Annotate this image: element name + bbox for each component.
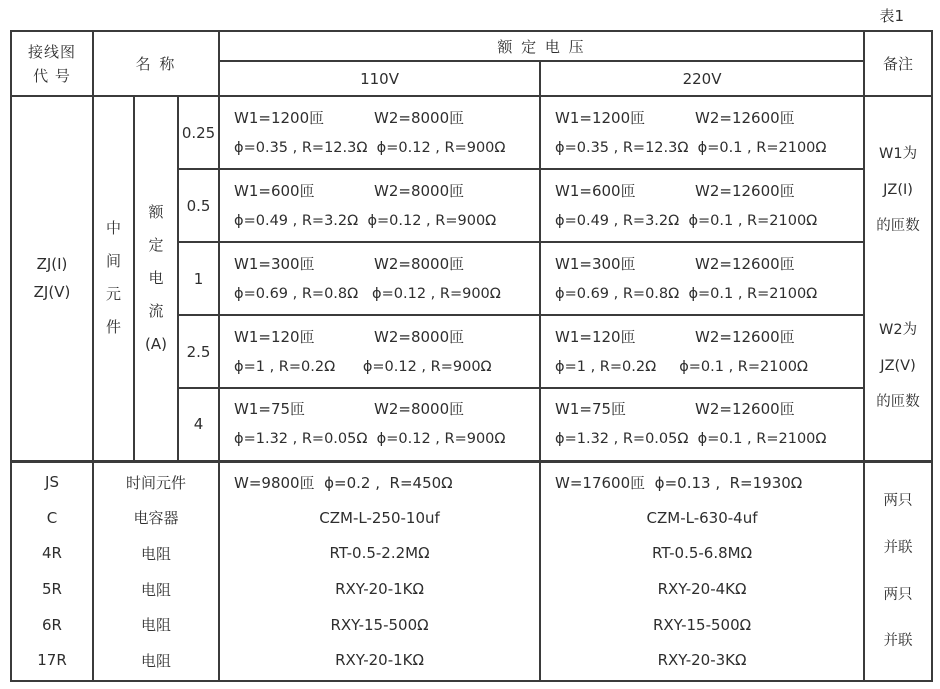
- remark-spacer: [865, 244, 931, 312]
- winding-w1: W1=600匝: [555, 181, 636, 200]
- header-110v: 110V: [219, 61, 540, 96]
- params-line: ϕ=0.69 , R=0.8Ω ϕ=0.1 , R=2100Ω: [555, 285, 818, 302]
- component-code: 4R: [42, 544, 62, 563]
- winding-w2: W2=8000匝: [374, 254, 465, 273]
- spec-table: [10, 30, 933, 682]
- code-zj-i: ZJ(I): [36, 255, 68, 274]
- component-name: 电阻: [141, 580, 172, 599]
- bottom-220v-column: [540, 461, 864, 681]
- current-value-cell: 2.5: [178, 315, 219, 388]
- data-cell-110v: [219, 242, 540, 315]
- winding-w2: W2=12600匝: [695, 181, 795, 200]
- data-cell-220v: [540, 242, 864, 315]
- header-wiring-code-line1: 接线图: [27, 42, 76, 61]
- component-name: 电阻: [141, 544, 172, 563]
- component-name: 电容器: [133, 509, 179, 528]
- params-line: ϕ=0.49 , R=3.2Ω ϕ=0.1 , R=2100Ω: [555, 212, 818, 229]
- component-code: 5R: [42, 580, 62, 599]
- component-spec-220v: RXY-15-500Ω: [652, 615, 752, 634]
- cell-code-zj: [11, 96, 93, 461]
- bottom-name-column: [93, 461, 219, 681]
- component-spec-110v: RXY-20-1KΩ: [335, 580, 424, 599]
- header-name: 名 称: [93, 31, 219, 96]
- header-wiring-code: [11, 31, 93, 96]
- component-spec-110v: RXY-20-1KΩ: [335, 651, 424, 670]
- data-cell-220v: [540, 315, 864, 388]
- params-line: ϕ=1 , R=0.2Ω ϕ=0.12 , R=900Ω: [234, 358, 492, 375]
- component-code: 17R: [37, 651, 67, 670]
- winding-w1: W1=120匝: [555, 327, 636, 346]
- winding-w2: W2=12600匝: [695, 108, 795, 127]
- component-spec-110v: RXY-15-500Ω: [330, 615, 429, 634]
- component-spec-220v: RXY-20-4KΩ: [657, 580, 747, 599]
- vertical-label-rated-current: 额 定 电 流 (A): [134, 96, 178, 461]
- params-line: ϕ=0.35 , R=12.3Ω ϕ=0.1 , R=2100Ω: [555, 139, 827, 156]
- data-cell-110v: [219, 169, 540, 242]
- header-wiring-code-line2: 代 号: [33, 66, 71, 85]
- vertical-label-intermediate-element: 中 间 元 件: [93, 96, 134, 461]
- winding-w2: W2=12600匝: [695, 327, 795, 346]
- data-cell-220v: [540, 96, 864, 169]
- data-cell-220v: [540, 169, 864, 242]
- top-remark-cell: W1为 JZ(I) 的匝数 W2为 JZ(V) 的匝数: [864, 96, 932, 461]
- component-spec-110v: W=9800匝 ϕ=0.2 , R=450Ω: [234, 473, 453, 492]
- winding-w2: W2=8000匝: [374, 400, 465, 419]
- bottom-110v-column: [219, 461, 540, 681]
- header-remark: 备注: [864, 31, 932, 96]
- params-line: ϕ=1.32 , R=0.05Ω ϕ=0.1 , R=2100Ω: [555, 431, 827, 448]
- winding-w1: W1=75匝: [555, 400, 627, 419]
- bottom-remark-cell: 两只 并联 两只 并联: [864, 461, 932, 681]
- component-spec-110v: RT-0.5-2.2MΩ: [329, 544, 430, 563]
- params-line: ϕ=1 , R=0.2Ω ϕ=0.1 , R=2100Ω: [555, 358, 809, 375]
- params-line: ϕ=1.32 , R=0.05Ω ϕ=0.12 , R=900Ω: [234, 431, 506, 448]
- component-code: 6R: [42, 615, 62, 634]
- component-name: 电阻: [141, 651, 172, 670]
- code-zj-v: ZJ(V): [33, 283, 71, 302]
- table-number-label: 表1: [879, 7, 904, 25]
- component-code: JS: [45, 473, 59, 492]
- winding-w2: W2=8000匝: [374, 181, 465, 200]
- component-spec-220v: W=17600匝 ϕ=0.13 , R=1930Ω: [555, 473, 803, 492]
- component-name: 电阻: [141, 616, 172, 635]
- winding-w1: W1=300匝: [555, 254, 636, 273]
- params-line: ϕ=0.69 , R=0.8Ω ϕ=0.12 , R=900Ω: [234, 285, 501, 302]
- data-cell-110v: [219, 315, 540, 388]
- component-name: 时间元件: [126, 473, 187, 492]
- winding-w1: W1=1200匝: [555, 108, 646, 127]
- current-value-cell: 0.25: [178, 96, 219, 169]
- component-code: C: [46, 508, 58, 527]
- current-value-cell: 4: [178, 388, 219, 461]
- params-line: ϕ=0.49 , R=3.2Ω ϕ=0.12 , R=900Ω: [234, 212, 497, 229]
- component-spec-220v: RT-0.5-6.8MΩ: [652, 544, 753, 563]
- winding-w2: W2=12600匝: [695, 254, 795, 273]
- component-spec-110v: CZM-L-250-10uf: [319, 508, 440, 527]
- component-spec-220v: CZM-L-630-4uf: [646, 508, 758, 527]
- bottom-code-column: [11, 461, 93, 681]
- winding-w1: W1=1200匝: [234, 108, 325, 127]
- data-cell-220v: [540, 388, 864, 461]
- winding-w2: W2=8000匝: [374, 108, 465, 127]
- header-rated-voltage: 额 定 电 压: [219, 31, 864, 61]
- data-cell-110v: [219, 96, 540, 169]
- winding-w1: W1=300匝: [234, 254, 315, 273]
- params-line: ϕ=0.35 , R=12.3Ω ϕ=0.12 , R=900Ω: [234, 139, 506, 156]
- current-value-cell: 0.5: [178, 169, 219, 242]
- winding-w2: W2=8000匝: [374, 327, 465, 346]
- winding-w1: W1=75匝: [234, 400, 306, 419]
- data-cell-110v: [219, 388, 540, 461]
- winding-w2: W2=12600匝: [695, 400, 795, 419]
- current-value-cell: 1: [178, 242, 219, 315]
- winding-w1: W1=120匝: [234, 327, 315, 346]
- header-220v: 220V: [540, 61, 864, 96]
- winding-w1: W1=600匝: [234, 181, 315, 200]
- component-spec-220v: RXY-20-3KΩ: [657, 651, 747, 670]
